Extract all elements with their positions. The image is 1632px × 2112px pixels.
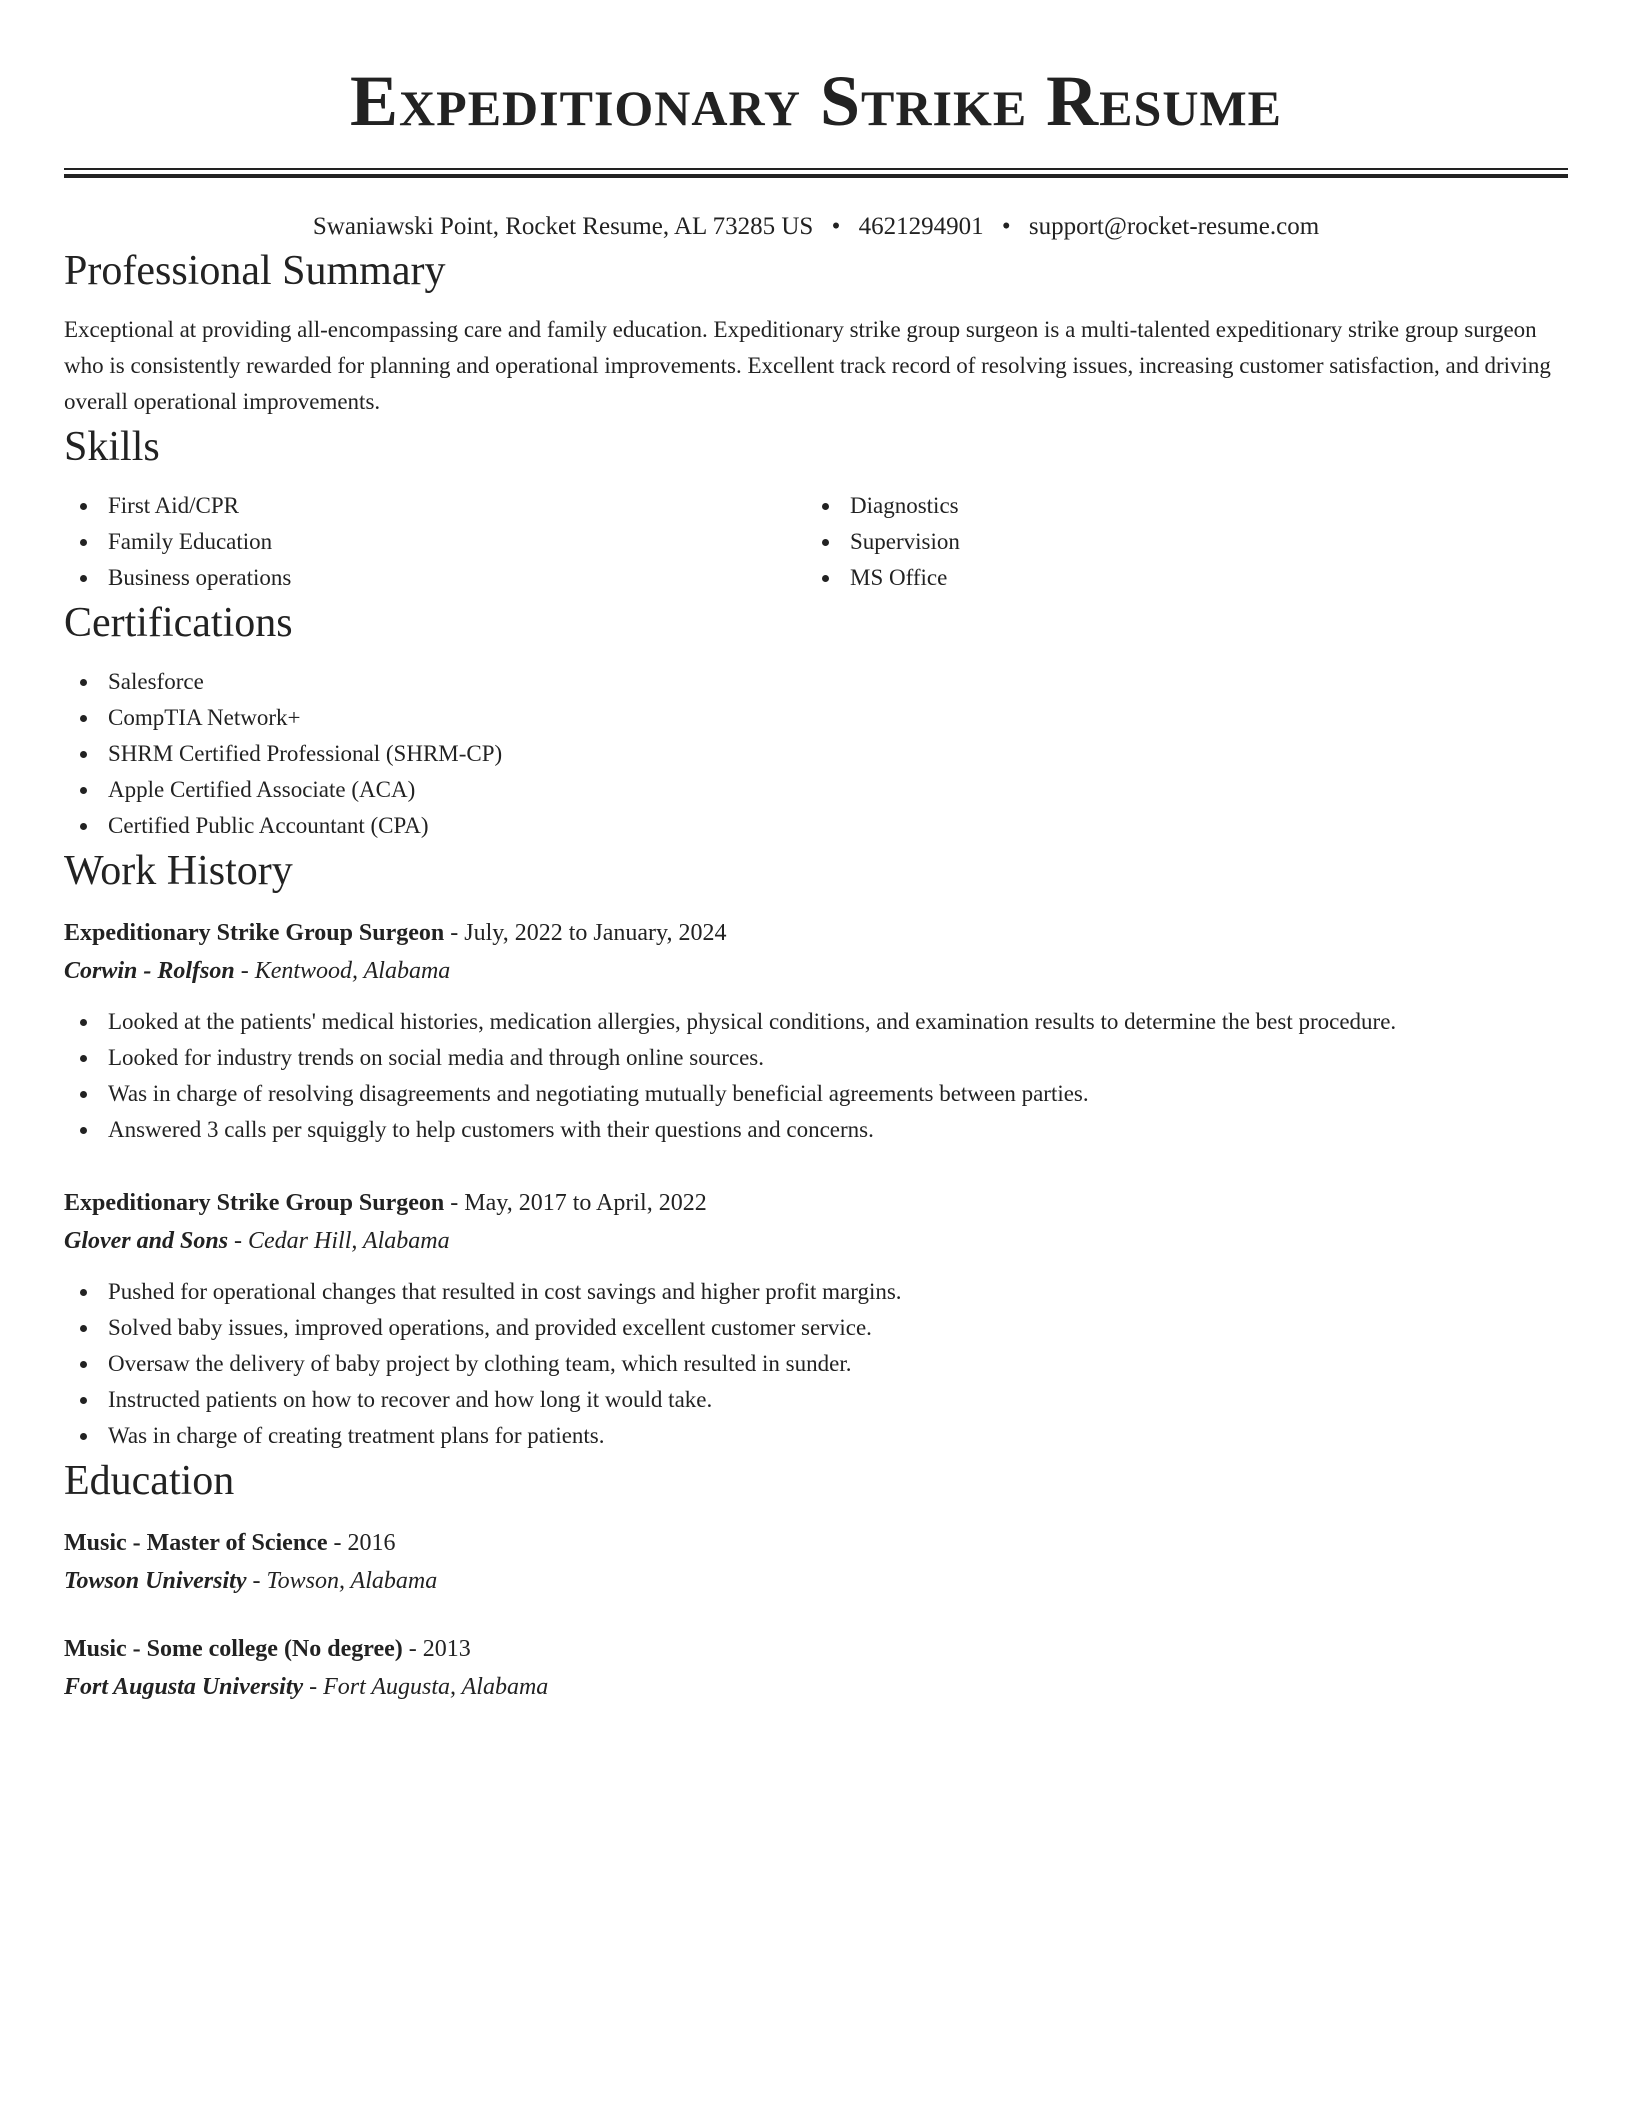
education-year: - 2016 <box>327 1530 396 1556</box>
job-bullet <box>64 1310 1568 1346</box>
education-year: - 2013 <box>402 1636 471 1662</box>
bullet-dot-icon <box>80 1127 87 1134</box>
bullet-dot-icon <box>80 751 87 758</box>
bullet-dot-icon <box>80 1325 87 1332</box>
certification-label: Apple Certified Associate (ACA) <box>108 777 416 802</box>
job-title: Expeditionary Strike Group Surgeon <box>64 1190 445 1216</box>
job-bullet-text: Solved baby issues, improved operations, and provided excellent customer service. <box>108 1315 872 1340</box>
skill-label: MS Office <box>850 565 948 590</box>
summary-heading: Professional Summary <box>64 248 446 294</box>
job-company-line <box>64 952 1568 990</box>
job-bullets <box>64 1274 1568 1454</box>
skill-label: Diagnostics <box>850 493 959 518</box>
education-degree-line <box>64 1630 1568 1668</box>
certifications-list <box>64 664 1568 844</box>
bullet-dot-icon <box>80 1019 87 1026</box>
bullet-dot-icon <box>80 575 87 582</box>
work-history-heading: Work History <box>64 848 293 894</box>
education-location: - Fort Augusta, Alabama <box>303 1674 549 1700</box>
job-bullet-text: Looked for industry trends on social media and through online sources. <box>108 1045 764 1070</box>
certification-label: Salesforce <box>108 669 204 694</box>
certification-item <box>64 664 1568 700</box>
job-bullet-text: Was in charge of resolving disagreements and negotiating mutually beneficial agreements between parties. <box>108 1081 1089 1106</box>
bullet-dot-icon <box>80 1289 87 1296</box>
skill-item <box>806 560 1548 596</box>
education-degree: Music - Master of Science <box>64 1530 328 1556</box>
bullet-dot-icon <box>822 575 829 582</box>
skill-label: Family Education <box>108 529 273 554</box>
job-bullet <box>64 1004 1568 1040</box>
contact-address: Swaniawski Point, Rocket Resume, AL 73285 US <box>312 213 814 240</box>
summary-text: Exceptional at providing all-encompassing care and family education. Expeditionary strike group surgeon is a multi-talented expeditionary strike group surgeon who is consistently rewarded for planning and operational improvements. Excellent track record of resolving issues, increasing customer satisfaction, and driving overall operational improvements. <box>64 317 1551 414</box>
education-school: Fort Augusta University <box>64 1674 304 1700</box>
contact-line <box>64 210 1568 244</box>
contact-email: support@rocket-resume.com <box>1028 213 1320 240</box>
job-company-line <box>64 1222 1568 1260</box>
education-school: Towson University <box>64 1568 247 1594</box>
skill-label: Business operations <box>108 565 292 590</box>
education-degree-line <box>64 1524 1568 1562</box>
bullet-dot-icon <box>80 539 87 546</box>
education-school-line <box>64 1562 1568 1600</box>
bullet-dot-icon <box>80 1361 87 1368</box>
job-location: - Cedar Hill, Alabama <box>228 1228 450 1254</box>
education-heading: Education <box>64 1458 235 1504</box>
job-bullet <box>64 1382 1568 1418</box>
bullet-dot-icon <box>822 503 829 510</box>
bullet-dot-icon <box>80 823 87 830</box>
job-bullet-text: Oversaw the delivery of baby project by clothing team, which resulted in sunder. <box>108 1351 852 1376</box>
job-company: Corwin - Rolfson <box>64 958 235 984</box>
certification-item <box>64 736 1568 772</box>
skills-list-right <box>806 488 1548 596</box>
skills-list-left <box>64 488 806 596</box>
bullet-dot-icon <box>80 679 87 686</box>
job-bullet <box>64 1274 1568 1310</box>
skill-label: Supervision <box>850 529 960 554</box>
certification-label: CompTIA Network+ <box>108 705 301 730</box>
education-location: - Towson, Alabama <box>246 1568 438 1594</box>
contact-separator: • <box>1001 213 1011 240</box>
skill-item <box>64 524 806 560</box>
bullet-dot-icon <box>80 1433 87 1440</box>
certification-label: Certified Public Accountant (CPA) <box>108 813 429 838</box>
bullet-dot-icon <box>80 1091 87 1098</box>
job-bullet <box>64 1112 1568 1148</box>
skill-label: First Aid/CPR <box>108 493 240 518</box>
bullet-dot-icon <box>80 1397 87 1404</box>
bullet-dot-icon <box>80 787 87 794</box>
job-dates: - July, 2022 to January, 2024 <box>444 920 727 946</box>
contact-phone: 4621294901 <box>858 213 984 240</box>
job-bullet-text: Pushed for operational changes that resulted in cost savings and higher profit margins. <box>108 1279 902 1304</box>
job-bullets <box>64 1004 1568 1148</box>
education-school-line <box>64 1668 1568 1706</box>
job-title-line <box>64 914 1568 952</box>
job-bullet <box>64 1418 1568 1454</box>
job-bullet-text: Was in charge of creating treatment plans for patients. <box>108 1423 605 1448</box>
certifications-heading: Certifications <box>64 600 293 646</box>
certification-item <box>64 700 1568 736</box>
skills-heading: Skills <box>64 424 160 470</box>
title-double-rule <box>64 168 1568 178</box>
bullet-dot-icon <box>822 539 829 546</box>
skill-item <box>806 524 1548 560</box>
job-company: Glover and Sons <box>64 1228 229 1254</box>
contact-separator: • <box>831 213 841 240</box>
job-bullet-text: Looked at the patients' medical histories, medication allergies, physical conditions, and examination results to determine the best procedure. <box>108 1009 1397 1034</box>
skills-grid <box>64 488 1568 596</box>
bullet-dot-icon <box>80 1055 87 1062</box>
job-bullet <box>64 1346 1568 1382</box>
job-title-line <box>64 1184 1568 1222</box>
bullet-dot-icon <box>80 503 87 510</box>
job-bullet-text: Answered 3 calls per squiggly to help customers with their questions and concerns. <box>108 1117 874 1142</box>
skill-item <box>64 560 806 596</box>
job-title: Expeditionary Strike Group Surgeon <box>64 920 445 946</box>
education-degree: Music - Some college (No degree) <box>64 1636 403 1662</box>
bullet-dot-icon <box>80 715 87 722</box>
skill-item <box>64 488 806 524</box>
resume-title: Expeditionary Strike Resume <box>350 61 1282 141</box>
certification-label: SHRM Certified Professional (SHRM-CP) <box>108 741 503 766</box>
job-bullet <box>64 1076 1568 1112</box>
skill-item <box>806 488 1548 524</box>
job-location: - Kentwood, Alabama <box>234 958 451 984</box>
job-bullet <box>64 1040 1568 1076</box>
job-dates: - May, 2017 to April, 2022 <box>444 1190 707 1216</box>
certification-item <box>64 808 1568 844</box>
certification-item <box>64 772 1568 808</box>
job-bullet-text: Instructed patients on how to recover and how long it would take. <box>108 1387 713 1412</box>
